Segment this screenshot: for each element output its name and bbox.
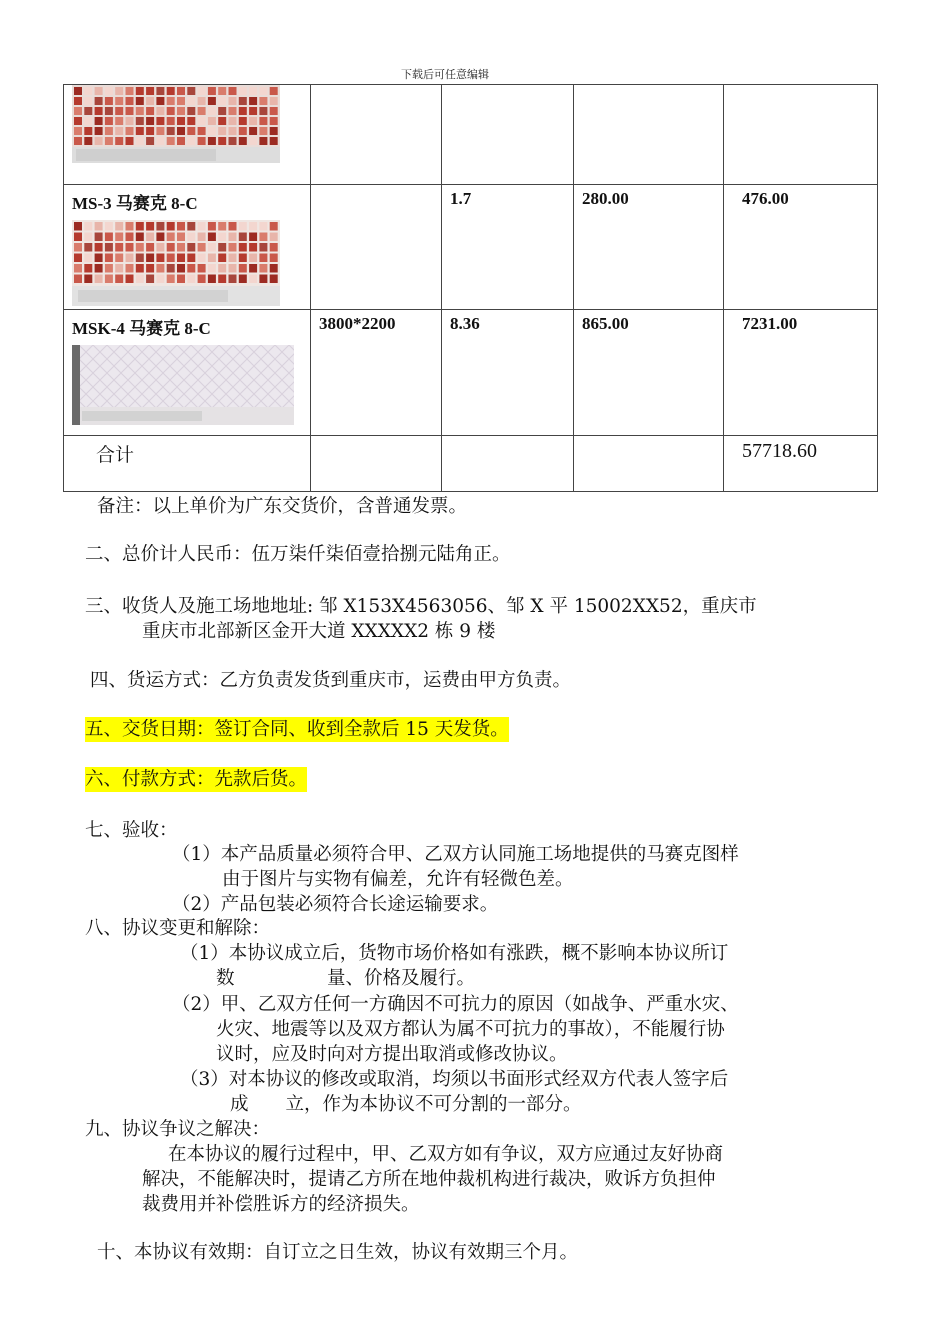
clause-5: 五、交货日期：签订合同、收到全款后 15 天发货。: [85, 719, 509, 740]
product-name: MSK-4 马赛克 8-C: [72, 319, 211, 338]
mosaic-sample-image: [72, 345, 294, 425]
clause-8-1-cont: 数 量、价格及履行。: [216, 968, 476, 989]
cell-amount: 7231.00: [724, 310, 878, 436]
cell-qty: [442, 85, 574, 185]
clause-9-c: 裁费用并补偿胜诉方的经济损失。: [142, 1194, 420, 1215]
clause-9-b: 解决，不能解决时，提请乙方所在地仲裁机构进行裁决，败诉方负担仲: [142, 1169, 716, 1190]
cell-size: [311, 85, 442, 185]
clause-7-title: 七、验收：: [85, 820, 178, 841]
cell-size: [311, 185, 442, 310]
cell-amount: 476.00: [724, 185, 878, 310]
clause-10: 十、本协议有效期：自订立之日生效，协议有效期三个月。: [97, 1242, 579, 1263]
cell-price: 865.00: [574, 310, 724, 436]
remark: 备注：以上单价为广东交货价，含普通发票。: [97, 496, 468, 517]
clause-2: 二、总价计人民币：伍万柒仟柒佰壹拾捌元陆角正。: [85, 544, 511, 565]
cell-total-label: 合计: [64, 436, 311, 492]
table-row-total: [64, 436, 878, 492]
cell-total-value: 57718.60: [724, 436, 878, 492]
clause-8-3: （3）对本协议的修改或取消，均须以书面形式经双方代表人签字后: [180, 1069, 729, 1090]
table-row: [64, 185, 878, 310]
clause-6: 六、付款方式：先款后货。: [85, 769, 308, 790]
clause-3: 三、收货人及施工场地地址: 邹 X153X4563056、邹 X 平 15002XX52，重庆市: [85, 596, 757, 617]
cell-name: [64, 185, 311, 310]
clause-8-title: 八、协议变更和解除：: [85, 918, 271, 939]
clause-8-3-cont: 成 立，作为本协议不可分割的一部分。: [230, 1094, 582, 1115]
clause-7-1: （1）本产品质量必须符合甲、乙双方认同施工场地提供的马赛克图样: [172, 844, 739, 865]
cell-qty: 8.36: [442, 310, 574, 436]
cell-price: [574, 85, 724, 185]
clause-3-cont: 重庆市北部新区金开大道 XXXXX2 栋 9 楼: [142, 621, 496, 642]
table-row: [64, 85, 878, 185]
product-name: MS-3 马赛克 8-C: [72, 194, 198, 213]
cell-size: 3800*2200: [311, 310, 442, 436]
clause-9-title: 九、协议争议之解决：: [85, 1119, 271, 1140]
clause-9-a: 在本协议的履行过程中，甲、乙双方如有争议，双方应通过友好协商: [168, 1144, 724, 1165]
cell-name: [64, 85, 311, 185]
clause-8-1: （1）本协议成立后，货物市场价格如有涨跌，概不影响本协议所订: [180, 943, 729, 964]
clause-7-2: （2）产品包装必须符合长途运输要求。: [172, 894, 499, 915]
clause-8-2: （2）甲、乙双方任何一方确因不可抗力的原因（如战争、严重水灾、: [172, 994, 739, 1015]
cell-amount: [724, 85, 878, 185]
clause-8-2-cont: 火灾、地震等以及双方都认为属不可抗力的事故），不能履行协: [216, 1019, 725, 1040]
goods-table: [63, 84, 878, 492]
clause-7-1-cont: 由于图片与实物有偏差，允许有轻微色差。: [222, 869, 574, 890]
table-row: [64, 310, 878, 436]
mosaic-sample-image: [72, 85, 280, 163]
header-note: 下载后可任意编辑: [401, 68, 489, 81]
clause-8-2-cont2: 议时，应及时向对方提出取消或修改协议。: [216, 1044, 568, 1065]
cell-qty: 1.7: [442, 185, 574, 310]
clause-4: 四、货运方式：乙方负责发货到重庆市，运费由甲方负责。: [90, 670, 572, 691]
cell-name: [64, 310, 311, 436]
mosaic-sample-image: [72, 220, 280, 306]
cell-price: 280.00: [574, 185, 724, 310]
